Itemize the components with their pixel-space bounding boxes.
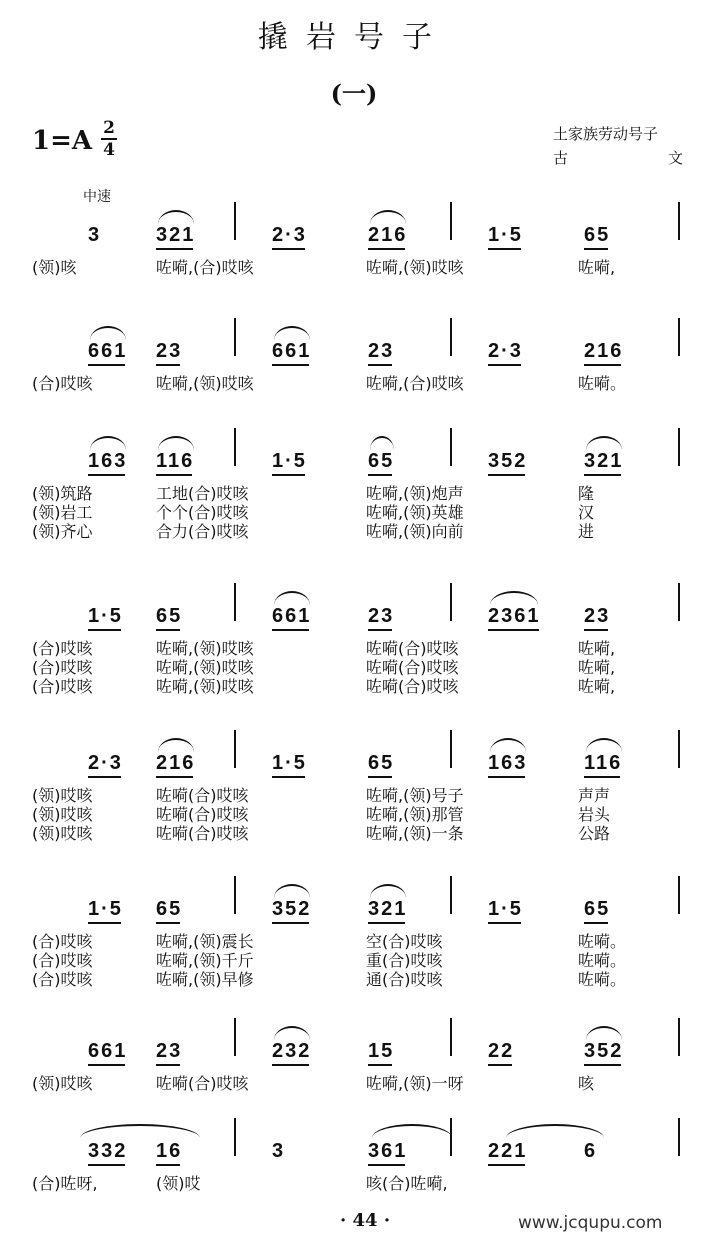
slur: [370, 210, 406, 224]
lyric-segment: 重(合)哎咳: [366, 951, 443, 970]
lyric-segment: 岩头: [578, 805, 611, 824]
lyric-segment: 咗嗬。: [578, 932, 627, 951]
barline: [450, 318, 452, 356]
barline: [678, 1018, 680, 1056]
lyric-segment: 咗嗬(合)哎咳: [156, 1074, 249, 1093]
lyric-segment: (领)岩工: [32, 503, 93, 522]
lyric-segment: 咗嗬,(领)向前: [366, 522, 464, 541]
lyric-segment: 咗嗬,(领)早修: [156, 970, 254, 989]
slur: [274, 326, 310, 340]
barline: [234, 583, 236, 621]
barline: [234, 1118, 236, 1156]
lyric-segment: 声声: [578, 786, 611, 805]
slur: [506, 1124, 604, 1138]
slur: [370, 884, 406, 898]
watermark: www.jcqupu.com: [518, 1213, 663, 1233]
attribution-collector-2: 文: [667, 149, 683, 167]
time-signature-top: 2: [103, 118, 115, 138]
note-group: 661: [272, 340, 311, 362]
note-group: 216: [368, 224, 407, 246]
barline: [678, 202, 680, 240]
lyric-segment: (领)哎咳: [32, 786, 93, 805]
lyric-segment: 咗嗬(合)哎咳: [366, 658, 459, 677]
note-group: 2361: [488, 605, 541, 627]
note-group: 65: [368, 752, 394, 774]
note-group: 23: [368, 340, 394, 362]
lyric-segment: 咗嗬,(领)一条: [366, 824, 464, 843]
lyric-segment: 咗嗬(合)哎咳: [156, 824, 249, 843]
lyric-segment: (合)哎咳: [32, 374, 93, 393]
lyric-segment: 咗嗬,(领)哎咳: [156, 658, 254, 677]
note-group: 1·5: [88, 898, 123, 920]
slur: [274, 1026, 310, 1040]
lyric-segment: (合)哎咳: [32, 639, 93, 658]
barline: [450, 583, 452, 621]
note-group: 352: [272, 898, 311, 920]
note-group: 65: [584, 898, 610, 920]
note-group: 16: [156, 1140, 182, 1162]
slur: [370, 436, 394, 450]
key-signature: 1=A: [32, 126, 93, 156]
song-title: 撬岩号子: [258, 20, 450, 55]
lyric-segment: 咗嗬,: [578, 258, 616, 277]
note-group: 65: [156, 898, 182, 920]
note-group: 23: [584, 605, 610, 627]
note-group: 22: [488, 1040, 514, 1062]
lyric-segment: 汉: [578, 503, 595, 522]
slur: [80, 1124, 200, 1138]
barline: [234, 876, 236, 914]
lyric-segment: 咗嗬,: [578, 639, 616, 658]
attribution: [553, 122, 683, 170]
lyric-segment: (合)哎咳: [32, 951, 93, 970]
lyric-segment: 咗嗬(合)哎咳: [366, 677, 459, 696]
barline: [678, 583, 680, 621]
slur: [158, 738, 194, 752]
note-group: 661: [88, 1040, 127, 1062]
attribution-genre: 土家族劳动号子: [553, 125, 659, 143]
lyric-segment: 咗嗬(合)哎咳: [156, 805, 249, 824]
barline: [450, 1118, 452, 1156]
note-group: 65: [584, 224, 610, 246]
note-group: 2·3: [88, 752, 123, 774]
lyric-segment: 咗嗬,(领)一呀: [366, 1074, 464, 1093]
lyric-segment: (合)哎咳: [32, 658, 93, 677]
barline: [450, 428, 452, 466]
barline: [678, 1118, 680, 1156]
barline: [450, 730, 452, 768]
note-group: 321: [368, 898, 407, 920]
barline: [450, 202, 452, 240]
note-group: 23: [156, 1040, 182, 1062]
note-group: 1·5: [272, 450, 307, 472]
note-group: 3: [272, 1140, 286, 1162]
note-group: 65: [368, 450, 394, 472]
note-group: 2·3: [272, 224, 307, 246]
lyric-segment: 咗嗬,(合)哎咳: [156, 258, 254, 277]
lyric-segment: 咗嗬,(领)炮声: [366, 484, 464, 503]
note-group: 216: [584, 340, 623, 362]
barline: [234, 1018, 236, 1056]
note-group: 321: [584, 450, 623, 472]
lyric-segment: 咗嗬,: [578, 658, 616, 677]
lyric-segment: 咗嗬,(领)哎咳: [156, 677, 254, 696]
lyric-segment: 工地(合)哎咳: [156, 484, 249, 503]
note-group: 23: [156, 340, 182, 362]
lyric-segment: 咗嗬,(合)哎咳: [366, 374, 464, 393]
lyric-segment: 通(合)哎咳: [366, 970, 443, 989]
song-subtitle: (一): [330, 79, 378, 108]
lyric-segment: (领)齐心: [32, 522, 93, 541]
time-signature-bottom: 4: [103, 140, 115, 160]
slur: [90, 326, 126, 340]
lyric-segment: 个个(合)哎咳: [156, 503, 249, 522]
slur: [372, 1124, 452, 1138]
page-number: · 44 ·: [340, 1210, 391, 1231]
tempo-marking: 中速: [83, 189, 111, 205]
lyric-segment: 咗嗬,(领)哎咳: [156, 639, 254, 658]
lyric-segment: 咗嗬,(领)震长: [156, 932, 254, 951]
lyric-segment: 咳: [578, 1074, 595, 1093]
note-group: 332: [88, 1140, 127, 1162]
lyric-segment: 合力(合)哎咳: [156, 522, 249, 541]
lyric-segment: 咗嗬(合)哎咳: [156, 786, 249, 805]
slur: [158, 210, 194, 224]
barline: [234, 730, 236, 768]
lyric-segment: 空(合)哎咳: [366, 932, 443, 951]
lyric-segment: 咗嗬,(领)哎咳: [156, 374, 254, 393]
lyric-segment: 进: [578, 522, 595, 541]
lyric-segment: (领)哎咳: [32, 1074, 93, 1093]
barline: [678, 730, 680, 768]
note-group: 23: [368, 605, 394, 627]
slur: [490, 591, 538, 605]
note-group: 361: [368, 1140, 407, 1162]
slur: [90, 436, 126, 450]
note-group: 661: [88, 340, 127, 362]
note-group: 321: [156, 224, 195, 246]
lyric-segment: 公路: [578, 824, 611, 843]
slur: [490, 738, 526, 752]
note-group: 352: [488, 450, 527, 472]
note-group: 3: [88, 224, 102, 246]
lyric-segment: (领)咳: [32, 258, 77, 277]
slur: [586, 1026, 622, 1040]
note-group: 65: [156, 605, 182, 627]
note-group: 232: [272, 1040, 311, 1062]
time-signature: [100, 118, 118, 160]
lyric-segment: 咳(合)咗嗬,: [366, 1174, 448, 1193]
lyric-segment: 咗嗬。: [578, 970, 627, 989]
note-group: 116: [584, 752, 622, 774]
note-group: 1·5: [272, 752, 307, 774]
note-group: 2·3: [488, 340, 523, 362]
barline: [678, 876, 680, 914]
barline: [678, 428, 680, 466]
note-group: 352: [584, 1040, 623, 1062]
slur: [586, 738, 622, 752]
slur: [586, 436, 622, 450]
note-group: 163: [88, 450, 127, 472]
lyric-segment: (合)咗呀,: [32, 1174, 98, 1193]
barline: [234, 428, 236, 466]
slur: [274, 591, 310, 605]
note-group: 1·5: [488, 898, 523, 920]
lyric-segment: (合)哎咳: [32, 677, 93, 696]
lyric-segment: 咗嗬,: [578, 677, 616, 696]
barline: [450, 1018, 452, 1056]
lyric-segment: 咗嗬,(领)那管: [366, 805, 464, 824]
barline: [234, 202, 236, 240]
lyric-segment: (领)哎咳: [32, 805, 93, 824]
lyric-segment: 咗嗬,(领)千斤: [156, 951, 254, 970]
note-group: 1·5: [488, 224, 523, 246]
slur: [274, 884, 310, 898]
attribution-collector-1: 古: [553, 149, 569, 167]
lyric-segment: 咗嗬,(领)哎咳: [366, 258, 464, 277]
lyric-segment: (领)哎: [156, 1174, 201, 1193]
note-group: 15: [368, 1040, 394, 1062]
lyric-segment: (领)哎咳: [32, 824, 93, 843]
barline: [678, 318, 680, 356]
lyric-segment: 咗嗬(合)哎咳: [366, 639, 459, 658]
barline: [450, 876, 452, 914]
barline: [234, 318, 236, 356]
lyric-segment: (合)哎咳: [32, 970, 93, 989]
lyric-segment: 隆: [578, 484, 595, 503]
note-group: 163: [488, 752, 527, 774]
lyric-segment: 咗嗬。: [578, 951, 627, 970]
note-group: 221: [488, 1140, 527, 1162]
note-group: 6: [584, 1140, 598, 1162]
note-group: 116: [156, 450, 194, 472]
slur: [158, 436, 194, 450]
lyric-segment: 咗嗬。: [578, 374, 627, 393]
note-group: 216: [156, 752, 195, 774]
lyric-segment: (领)筑路: [32, 484, 93, 503]
note-group: 661: [272, 605, 311, 627]
note-group: 1·5: [88, 605, 123, 627]
lyric-segment: 咗嗬,(领)英雄: [366, 503, 464, 522]
lyric-segment: 咗嗬,(领)号子: [366, 786, 464, 805]
lyric-segment: (合)哎咳: [32, 932, 93, 951]
